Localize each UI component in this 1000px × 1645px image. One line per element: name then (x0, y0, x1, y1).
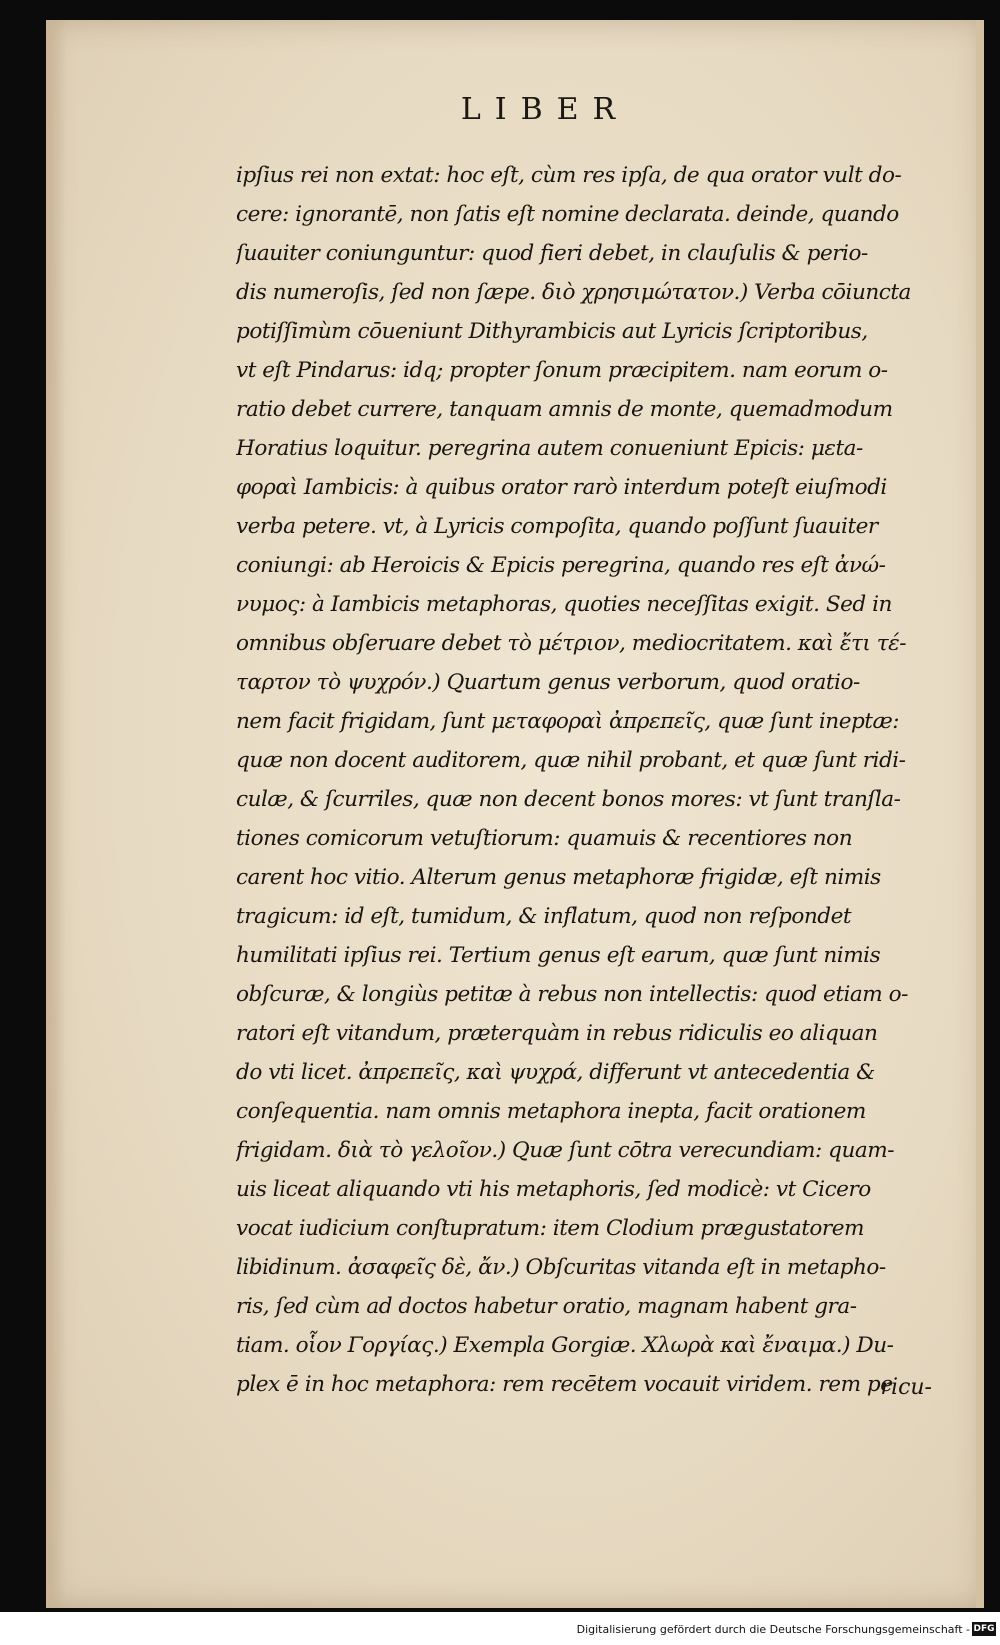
text-line: dis numeroſis, ſed non ſæpe. διὸ χρησιμώτατον.) Verba cōiuncta (236, 280, 911, 305)
text-line: carent hoc vitio. Alterum genus metaphoræ frigidæ, eſt nimis (236, 865, 881, 890)
text-line: vt eſt Pindarus: idq; propter ſonum præcipitem. nam eorum o- (236, 358, 888, 383)
text-line: ταρτον τὸ ψυχρόν.) Quartum genus verborum, quod oratio- (236, 670, 860, 695)
text-line: coniungi: ab Heroicis & Epicis peregrina, quando res eſt ἀνώ- (236, 553, 886, 578)
text-line: cere: ignorantē, non ſatis eſt nomine declarata. deinde, quando (236, 202, 899, 227)
catchword: ricu- (880, 1375, 932, 1400)
text-line: ratori eſt vitandum, præterquàm in rebus ridiculis eo aliquan (236, 1021, 878, 1046)
text-line: uis liceat aliquando vti his metaphoris, ſed modicè: vt Cicero (236, 1177, 871, 1202)
text-line: tiam. οἷον Γοργίας.) Exempla Gorgiæ. Χλωρὰ καὶ ἔναιμα.) Du- (236, 1333, 894, 1358)
text-line: humilitati ipſius rei. Tertium genus eſt earum, quæ ſunt nimis (236, 943, 881, 968)
text-line: quæ non docent auditorem, quæ nihil probant, et quæ ſunt ridi- (236, 748, 906, 773)
text-line: omnibus obſeruare debet τὸ μέτριον, mediocritatem. καὶ ἔτι τέ- (236, 631, 907, 656)
text-line: ipſius rei non extat: hoc eſt, cùm res ipſa, de qua orator vult do- (236, 163, 902, 188)
text-line: potiſſimùm cōueniunt Dithyrambicis aut Lyricis ſcriptoribus, (236, 319, 868, 344)
footer-bar (0, 1612, 1000, 1645)
footer-credit: Digitalisierung gefördert durch die Deutsche Forschungsgemeinschaft - (576, 1623, 970, 1636)
text-line: do vti licet. ἀπρεπεῖς, καὶ ψυχρά, differunt vt antecedentia & (236, 1060, 875, 1085)
running-head: LIBER (460, 92, 630, 127)
text-block (236, 156, 978, 1404)
text-line: νυμος: à Iambicis metaphoras, quoties neceſſitas exigit. Sed in (236, 592, 892, 617)
text-line: plex ē in hoc metaphora: rem recētem vocauit viridem. rem pe (236, 1372, 893, 1397)
text-line: culæ, & ſcurriles, quæ non decent bonos mores: vt ſunt tranſla- (236, 787, 901, 812)
page-gutter-shadow (46, 20, 66, 1608)
text-line: tragicum: id eſt, tumidum, & inflatum, quod non reſpondet (236, 904, 852, 929)
text-line: ſuauiter coniunguntur: quod fieri debet, in clauſulis & perio- (236, 241, 868, 266)
text-line: Horatius loquitur. peregrina autem conueniunt Epicis: μεta- (236, 436, 863, 461)
text-line: libidinum. ἀσαφεῖς δὲ, ἄν.) Obſcuritas vitanda eſt in metapho- (236, 1255, 886, 1280)
text-line: frigidam. διὰ τὸ γελοῖον.) Quæ ſunt cōtra verecundiam: quam- (236, 1138, 895, 1163)
text-line: ris, ſed cùm ad doctos habetur oratio, magnam habent gra- (236, 1294, 857, 1319)
text-line: tiones comicorum vetuſtiorum: quamuis & recentiores non (236, 826, 853, 851)
dfg-logo-icon: DFG (973, 1624, 995, 1634)
text-line: φοραὶ Iambicis: à quibus orator rarò interdum poteſt eiuſmodi (236, 475, 887, 500)
text-line: ratio debet currere, tanquam amnis de monte, quemadmodum (236, 397, 893, 422)
text-line: obſcuræ, & longiùs petitæ à rebus non intellectis: quod etiam o- (236, 982, 908, 1007)
text-line: verba petere. vt, à Lyricis compoſita, quando poſſunt ſuauiter (236, 514, 878, 539)
text-line: nem facit frigidam, ſunt μεταφοραὶ ἀπρεπεῖς, quæ ſunt ineptæ: (236, 709, 900, 734)
book-page (46, 20, 984, 1608)
text-line: conſequentia. nam omnis metaphora inepta, facit orationem (236, 1099, 866, 1124)
text-line: vocat iudicium conſtupratum: item Clodium prægustatorem (236, 1216, 864, 1241)
